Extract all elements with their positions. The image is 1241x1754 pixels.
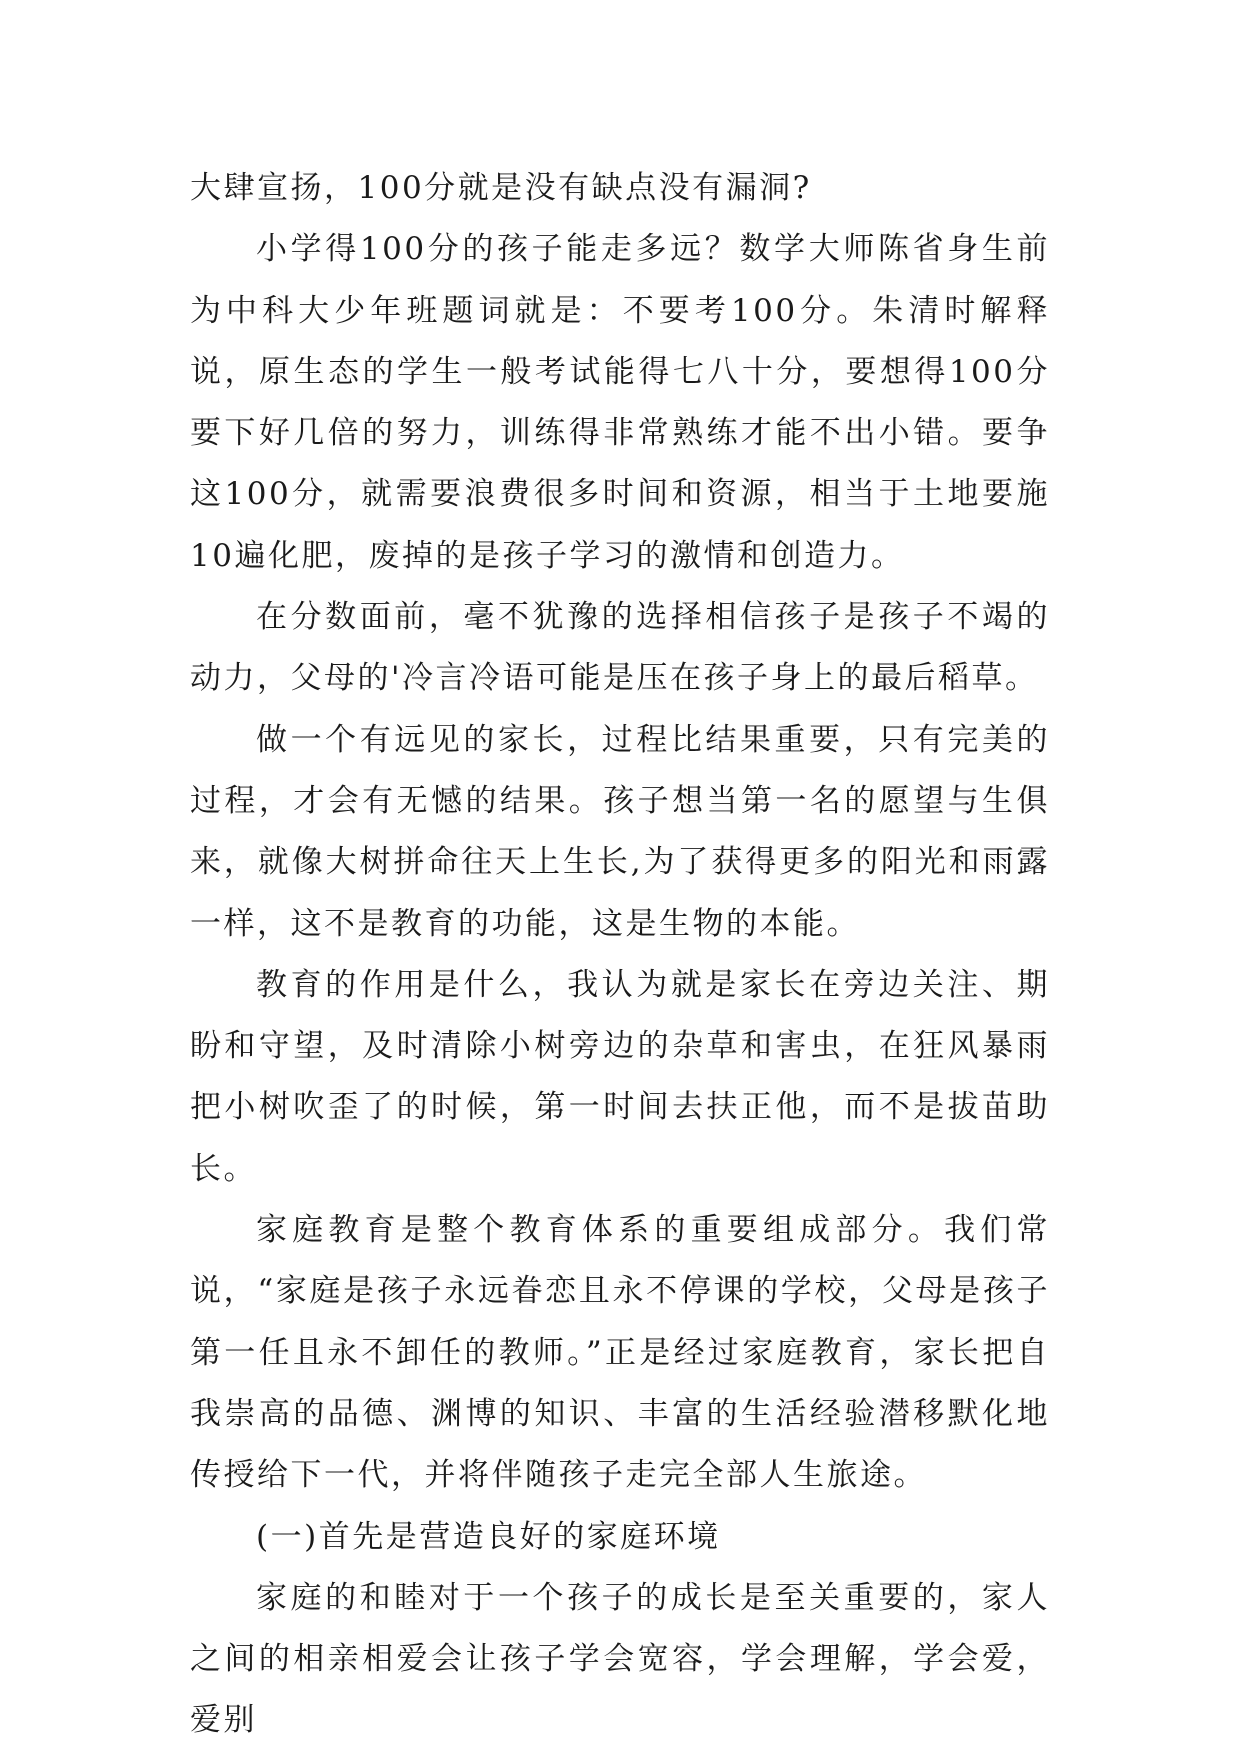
body-text bbox=[190, 158, 1050, 1752]
paragraph: 在分数面前，毫不犹豫的选择相信孩子是孩子不竭的动力，父母的'冷言冷语可能是压在孩子身上的最后稻草。 bbox=[190, 599, 1050, 697]
paragraph-continuation: 大肆宣扬，100分就是没有缺点没有漏洞? bbox=[190, 170, 812, 206]
paragraph: 做一个有远见的家长，过程比结果重要，只有完美的过程，才会有无憾的结果。孩子想当第一名的愿望与生俱来，就像大树拼命往天上生长,为了获得更多的阳光和雨露一样，这不是教育的功能，这是生物的本能。 bbox=[190, 721, 1050, 942]
section-heading: (一)首先是营造良好的家庭环境 bbox=[256, 1518, 721, 1555]
paragraph: 小学得100分的孩子能走多远？数学大师陈省身生前为中科大少年班题词就是：不要考100分。朱清时解释说，原生态的学生一般考试能得七八十分，要想得100分要下好几倍的努力，训练得非常熟练才能不出小错。要争这100分，就需要浪费很多时间和资源，相当于土地要施10遍化肥，废掉的是孩子学习的激情和创造力。 bbox=[190, 231, 1050, 574]
paragraph: 教育的作用是什么，我认为就是家长在旁边关注、期盼和守望，及时清除小树旁边的杂草和害虫，在狂风暴雨把小树吹歪了的时候，第一时间去扶正他，而不是拔苗助长。 bbox=[190, 966, 1050, 1187]
paragraph: 家庭教育是整个教育体系的重要组成部分。我们常说，“家庭是孩子永远眷恋且永不停课的学校，父母是孩子第一任且永不卸任的教师。”正是经过家庭教育，家长把自我崇高的品德、渊博的知识、丰富的生活经验潜移默化地传授给下一代，并将伴随孩子走完全部人生旅途。 bbox=[190, 1212, 1050, 1494]
paragraph: 家庭的和睦对于一个孩子的成长是至关重要的，家人之间的相亲相爱会让孩子学会宽容，学会理解，学会爱，爱别 bbox=[190, 1579, 1050, 1739]
